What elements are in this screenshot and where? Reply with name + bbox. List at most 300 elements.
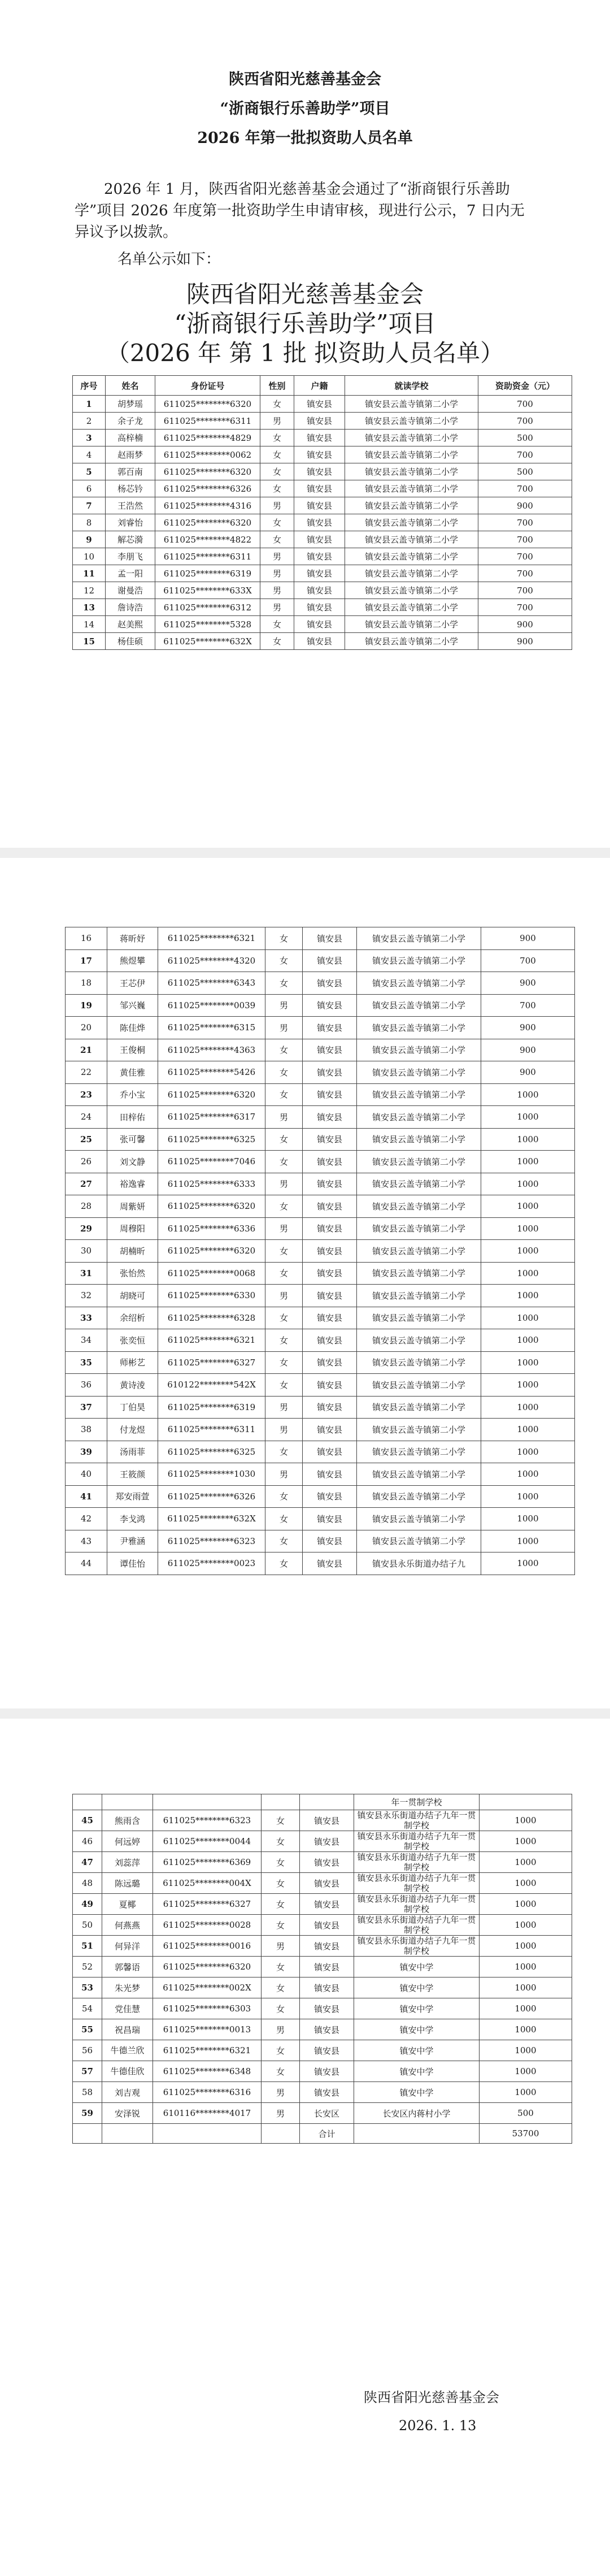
cell-residence: 镇安县: [294, 514, 345, 531]
cell-amount: 1000: [480, 1936, 572, 1957]
cell-index: 52: [73, 1957, 102, 1977]
cell-gender: 女: [265, 1307, 303, 1329]
cell-residence: 镇安县: [294, 413, 345, 430]
table-row: [66, 1552, 575, 1575]
cell-residence: 镇安县: [303, 1441, 357, 1463]
cell-amount: 700: [478, 446, 572, 463]
cell-gender: 男: [265, 1217, 303, 1240]
cell-school: 镇安县云盖寺镇第二小学: [345, 463, 478, 480]
cell-id-number: 611025********632X: [155, 633, 260, 650]
cell-amount: 1000: [481, 1307, 575, 1329]
table-row: [66, 1329, 575, 1352]
cell-gender: 女: [265, 1262, 303, 1285]
cell-name: 余子龙: [106, 413, 155, 430]
table-row: [66, 1262, 575, 1285]
cell-residence: 镇安县: [294, 616, 345, 633]
table-row: [66, 1508, 575, 1530]
cell-school: 镇安县永乐街道办结子九年一贯制学校: [354, 1936, 480, 1957]
cell-name: 熊雨含: [102, 1810, 153, 1831]
cell-school: 镇安县永乐街道办结子九年一贯制学校: [354, 1873, 480, 1894]
cell-gender: 女: [262, 1957, 300, 1977]
cell-id-number: 611025********6348: [153, 2061, 262, 2082]
cell-index: 19: [66, 994, 107, 1017]
cell-amount: 1000: [481, 1351, 575, 1374]
cell-residence: 镇安县: [303, 1083, 357, 1106]
cell-gender: 男: [265, 1017, 303, 1039]
cell-gender: 女: [262, 1894, 300, 1915]
cell-residence: 镇安县: [300, 2061, 354, 2082]
cell-school: 镇安县云盖寺镇第二小学: [345, 396, 478, 413]
cell-id-number: 610116********4017: [153, 2103, 262, 2124]
cell-id-number: 611025********6320: [153, 1957, 262, 1977]
cell-amount: 700: [478, 480, 572, 497]
cell-school: 镇安县云盖寺镇第二小学: [357, 1195, 481, 1218]
cell-index: 22: [66, 1061, 107, 1084]
cell-id-number: 611025********0013: [153, 2019, 262, 2040]
table-row: [66, 1128, 575, 1151]
cell-name: 谭佳怡: [107, 1552, 158, 1575]
cell-index: 42: [66, 1508, 107, 1530]
cell-gender: 女: [260, 480, 294, 497]
cell-index: 43: [66, 1530, 107, 1552]
cell-index: 34: [66, 1329, 107, 1352]
cell-gender: 女: [260, 446, 294, 463]
cell-name: 刘蕊萍: [102, 1852, 153, 1873]
cell-amount: 1000: [480, 1873, 572, 1894]
cell-amount: 700: [478, 514, 572, 531]
cell-amount: 1000: [481, 1419, 575, 1441]
cell-amount: 1000: [481, 1485, 575, 1508]
cell-name: 郭百南: [106, 463, 155, 480]
cell-school: 镇安县云盖寺镇第二小学: [357, 972, 481, 995]
cell-gender: 女: [262, 1852, 300, 1873]
cell-gender: 女: [265, 1240, 303, 1263]
cell-school: 镇安县永乐街道办结子九年一贯制学校: [354, 1852, 480, 1873]
cell-index: 46: [73, 1831, 102, 1852]
cell-gender: 男: [262, 2019, 300, 2040]
cell-residence: 镇安县: [303, 994, 357, 1017]
cell-residence: 镇安县: [300, 1957, 354, 1977]
cell-id-number: 611025********4829: [155, 430, 260, 446]
cell-name: 刘文静: [107, 1151, 158, 1173]
cell-name: 詹诗浩: [106, 599, 155, 616]
cell-index: 37: [66, 1396, 107, 1419]
cell-amount: 900: [481, 972, 575, 995]
cell-residence: 镇安县: [303, 1351, 357, 1374]
col-header-residence: 户籍: [294, 376, 345, 396]
table-row: [73, 1894, 572, 1915]
cell-amount: 500: [478, 430, 572, 446]
cell-residence: 镇安县: [303, 972, 357, 995]
cell-amount: 1000: [480, 2082, 572, 2103]
cell-school: 镇安县永乐街道办结子九: [357, 1552, 481, 1575]
cell-school: 镇安县云盖寺镇第二小学: [357, 1128, 481, 1151]
cell-gender: 女: [260, 430, 294, 446]
cell-index: 27: [66, 1173, 107, 1195]
table-row: [66, 1083, 575, 1106]
cell-gender: 女: [265, 1061, 303, 1084]
cell-amount: 1000: [481, 1217, 575, 1240]
cell-gender: 男: [265, 1285, 303, 1307]
cell-index: 2: [73, 413, 106, 430]
cell-school: 镇安县云盖寺镇第二小学: [357, 1307, 481, 1329]
cell-id-number: 611025********6327: [158, 1351, 265, 1374]
cell-index: 5: [73, 463, 106, 480]
cell-amount: 1000: [481, 1396, 575, 1419]
cell-index: 15: [73, 633, 106, 650]
table-row: [73, 1873, 572, 1894]
cell-name: 杨佳硕: [106, 633, 155, 650]
cell-name: 裕逸睿: [107, 1173, 158, 1195]
cell-gender: 女: [265, 1329, 303, 1352]
cell-gender: 女: [265, 1508, 303, 1530]
cell-name: 何异洋: [102, 1936, 153, 1957]
cell-id-number: 611025********6320: [158, 1083, 265, 1106]
cell-residence: 镇安县: [294, 446, 345, 463]
table-row: [66, 1485, 575, 1508]
cell-id-number: 611025********6320: [158, 1240, 265, 1263]
cell-residence: 镇安县: [303, 949, 357, 972]
table-row: [73, 497, 572, 514]
cell-id-number: 611025********6311: [155, 548, 260, 565]
table-row: [66, 949, 575, 972]
cell-residence: 镇安县: [303, 1128, 357, 1151]
cell-name: 郑安雨萱: [107, 1485, 158, 1508]
cell-gender: 女: [265, 949, 303, 972]
cell-index: 35: [66, 1351, 107, 1374]
cell-id-number: 611025********6320: [155, 396, 260, 413]
table-row: [73, 430, 572, 446]
cell-index: 45: [73, 1810, 102, 1831]
table-row: [73, 1915, 572, 1936]
cell-name: 王浩然: [106, 497, 155, 514]
cell-school: 镇安中学: [354, 1977, 480, 1998]
cell-amount: 700: [478, 565, 572, 582]
table-row: [66, 1396, 575, 1419]
cell-gender: 女: [265, 1083, 303, 1106]
cell-school: 镇安中学: [354, 1957, 480, 1977]
cell-amount: 1000: [480, 2040, 572, 2061]
cell-name: 牛德兰欣: [102, 2040, 153, 2061]
cell-residence: 镇安县: [303, 1262, 357, 1285]
cell-gender: 男: [265, 1463, 303, 1486]
table-row: [73, 2103, 572, 2124]
table-title-line3: （2026 年 第 1 批 拟资助人员名单）: [106, 339, 504, 367]
cell-school: 镇安县云盖寺镇第二小学: [357, 1151, 481, 1173]
cell-index: 44: [66, 1552, 107, 1575]
cell-index: 55: [73, 2019, 102, 2040]
cell-index: 57: [73, 2061, 102, 2082]
cell-residence: 镇安县: [303, 1173, 357, 1195]
cell-index: 54: [73, 1998, 102, 2019]
cell-index: 10: [73, 548, 106, 565]
cell-school: 镇安县云盖寺镇第二小学: [357, 994, 481, 1017]
cell-school: 镇安县云盖寺镇第二小学: [357, 1508, 481, 1530]
cell-index: 58: [73, 2082, 102, 2103]
cell-index: 36: [66, 1374, 107, 1397]
cell-amount: 1000: [481, 1195, 575, 1218]
footer-date: 2026. 1. 13: [399, 2418, 477, 2434]
cell-residence: 镇安县: [303, 1106, 357, 1129]
table-row: [73, 480, 572, 497]
cell-gender: 女: [260, 396, 294, 413]
cell-index: 40: [66, 1463, 107, 1486]
cell-gender: 女: [265, 1195, 303, 1218]
table-row: [66, 1151, 575, 1173]
table-row: [73, 1936, 572, 1957]
beneficiary-table-page3: [72, 1794, 572, 2144]
beneficiary-table-page1: [72, 375, 572, 650]
cell-school: 镇安县云盖寺镇第二小学: [345, 565, 478, 582]
cell-index: 47: [73, 1852, 102, 1873]
table-row: [73, 616, 572, 633]
table-row: [73, 1810, 572, 1831]
cell-name: 蒋昕妤: [107, 927, 158, 950]
cell-amount: 1000: [481, 1552, 575, 1575]
cell-name: 张怡然: [107, 1262, 158, 1285]
cell-id-number: 611025********0062: [155, 446, 260, 463]
cell-residence: 镇安县: [303, 1061, 357, 1084]
cell-index: 33: [66, 1307, 107, 1329]
cell-residence: 镇安县: [300, 1915, 354, 1936]
footer-org: 陕西省阳光慈善基金会: [364, 2389, 499, 2405]
cell-school: 镇安县云盖寺镇第二小学: [357, 1217, 481, 1240]
cell-amount: 1000: [481, 1530, 575, 1552]
total-row: [73, 2124, 572, 2144]
cell-amount: 1000: [480, 2019, 572, 2040]
page-divider: [0, 848, 610, 858]
cell-index: 38: [66, 1419, 107, 1441]
cell-residence: 镇安县: [300, 1831, 354, 1852]
cell-name: 刘吉观: [102, 2082, 153, 2103]
cell-name: 朱光梦: [102, 1977, 153, 1998]
cell-residence: 镇安县: [294, 480, 345, 497]
cell-amount: 1000: [481, 1128, 575, 1151]
cell-name: 胡梦瑶: [106, 396, 155, 413]
cell-name: 何燕燕: [102, 1915, 153, 1936]
cell-index: 48: [73, 1873, 102, 1894]
table-row: [73, 565, 572, 582]
cell-gender: 男: [265, 1106, 303, 1129]
cell-gender: 女: [262, 1810, 300, 1831]
cell-index: 4: [73, 446, 106, 463]
cell-residence: 镇安县: [300, 1852, 354, 1873]
cell-gender: 女: [260, 633, 294, 650]
cell-id-number: 611025********0068: [158, 1262, 265, 1285]
cell-index: 6: [73, 480, 106, 497]
cell-index: 13: [73, 599, 106, 616]
cell-school: 镇安县云盖寺镇第二小学: [345, 497, 478, 514]
cell-residence: 镇安县: [303, 1463, 357, 1486]
cell-index: 11: [73, 565, 106, 582]
cell-id-number: 611025********6319: [158, 1396, 265, 1419]
cell-name: 党佳慧: [102, 1998, 153, 2019]
cell-gender: 女: [260, 531, 294, 548]
cell-school: 镇安中学: [354, 2019, 480, 2040]
cell-gender: 男: [260, 582, 294, 599]
cell-gender: 女: [262, 1977, 300, 1998]
table-row: [66, 1061, 575, 1084]
cell-name: 黄诗淩: [107, 1374, 158, 1397]
cell-id-number: 611025********4316: [155, 497, 260, 514]
cell-amount: 1000: [481, 1285, 575, 1307]
cell-index: 29: [66, 1217, 107, 1240]
cell-school: 镇安县云盖寺镇第二小学: [357, 927, 481, 950]
cell-name: 汤雨菲: [107, 1441, 158, 1463]
cell-residence: 镇安县: [303, 1217, 357, 1240]
cell-amount: 1000: [481, 1441, 575, 1463]
cell-id-number: 611025********7046: [158, 1151, 265, 1173]
cell-gender: 女: [262, 1831, 300, 1852]
cell-index: 21: [66, 1039, 107, 1061]
cell-school: 镇安县云盖寺镇第二小学: [357, 1530, 481, 1552]
cell-index: 32: [66, 1285, 107, 1307]
cell-school: 镇安县云盖寺镇第二小学: [345, 582, 478, 599]
cell-name: 夏椰: [102, 1894, 153, 1915]
total-label: 合计: [300, 2124, 354, 2144]
cell-school: 镇安县云盖寺镇第二小学: [357, 1083, 481, 1106]
cell-school: 镇安县云盖寺镇第二小学: [357, 1285, 481, 1307]
table-row: [73, 2019, 572, 2040]
cell-residence: 镇安县: [303, 1508, 357, 1530]
cell-school: 镇安县云盖寺镇第二小学: [345, 446, 478, 463]
cell-index: 1: [73, 396, 106, 413]
cell-amount: 900: [481, 1017, 575, 1039]
cell-gender: 男: [260, 548, 294, 565]
cell-name: 李朋飞: [106, 548, 155, 565]
cell-name: 陈佳烨: [107, 1017, 158, 1039]
cell-index: 31: [66, 1262, 107, 1285]
cell-residence: 镇安县: [303, 1396, 357, 1419]
cell-amount: 1000: [480, 1977, 572, 1998]
cell-id-number: 611025********6319: [155, 565, 260, 582]
cell-name: 胡楠昕: [107, 1240, 158, 1263]
beneficiary-table-page2: [65, 927, 575, 1575]
cell-school: 镇安中学: [354, 2082, 480, 2103]
cell-residence: 镇安县: [300, 1873, 354, 1894]
cell-school: 镇安县云盖寺镇第二小学: [357, 1463, 481, 1486]
cell-index: 20: [66, 1017, 107, 1039]
cell-gender: 女: [265, 1128, 303, 1151]
table-row: [73, 548, 572, 565]
cell-amount: 1000: [480, 1998, 572, 2019]
cell-residence: 镇安县: [303, 1329, 357, 1352]
cell-gender: 女: [265, 927, 303, 950]
cell-school: 镇安县云盖寺镇第二小学: [357, 1374, 481, 1397]
cell-school: 镇安县云盖寺镇第二小学: [357, 1039, 481, 1061]
cell-school: 镇安县云盖寺镇第二小学: [357, 1017, 481, 1039]
cell-id-number: 611025********002X: [153, 1977, 262, 1998]
cell-amount: 1000: [481, 1083, 575, 1106]
cell-gender: 男: [260, 599, 294, 616]
cell-index: 23: [66, 1083, 107, 1106]
cell-school: 镇安县云盖寺镇第二小学: [345, 430, 478, 446]
cell-residence: 镇安县: [303, 1240, 357, 1263]
cell-id-number: 611025********6311: [155, 413, 260, 430]
cell-school: 镇安县云盖寺镇第二小学: [357, 1419, 481, 1441]
cell-id-number: 611025********4363: [158, 1039, 265, 1061]
cell-index: 3: [73, 430, 106, 446]
cell-id-number: 611025********6321: [153, 2040, 262, 2061]
cell-amount: 1000: [481, 1106, 575, 1129]
table-row: [73, 2082, 572, 2103]
cell-id-number: 611025********6312: [155, 599, 260, 616]
cell-id-number: 611025********6330: [158, 1285, 265, 1307]
cell-residence: 镇安县: [303, 1151, 357, 1173]
table-row: [73, 396, 572, 413]
table-row: [73, 463, 572, 480]
cell-school: 镇安县云盖寺镇第二小学: [357, 1061, 481, 1084]
col-header-index: 序号: [73, 376, 106, 396]
cell-name: 郭馨语: [102, 1957, 153, 1977]
cell-gender: 女: [265, 1374, 303, 1397]
cell-index: 12: [73, 582, 106, 599]
table-row: [73, 2040, 572, 2061]
cell-residence: 镇安县: [303, 1530, 357, 1552]
cell-school: 镇安县永乐街道办结子九年一贯制学校: [354, 1831, 480, 1852]
cell-school: 镇安县云盖寺镇第二小学: [357, 1106, 481, 1129]
cell-residence: 镇安县: [300, 1977, 354, 1998]
table-row: [73, 446, 572, 463]
cell-id-number: 611025********6311: [158, 1419, 265, 1441]
cell-residence: 镇安县: [303, 1195, 357, 1218]
cell-residence: 镇安县: [294, 582, 345, 599]
cell-school: 镇安县云盖寺镇第二小学: [357, 1396, 481, 1419]
cell-id-number: 611025********632X: [158, 1508, 265, 1530]
cell-id-number: 611025********0016: [153, 1936, 262, 1957]
cell-name: 赵雨梦: [106, 446, 155, 463]
cell-name: 黄佳雅: [107, 1061, 158, 1084]
cell-school: 镇安县永乐街道办结子九年一贯制学校: [354, 1915, 480, 1936]
cell-gender: 女: [260, 514, 294, 531]
cell-gender: 男: [265, 1419, 303, 1441]
cell-amount: 1000: [480, 1852, 572, 1873]
cell-name: 周穆阳: [107, 1217, 158, 1240]
cell-residence: 镇安县: [294, 633, 345, 650]
cell-id-number: 611025********6320: [155, 514, 260, 531]
table-header-row: [73, 376, 572, 396]
cell-id-number: 611025********6326: [155, 480, 260, 497]
cell-index: 24: [66, 1106, 107, 1129]
cell-name: 师彬艺: [107, 1351, 158, 1374]
cell-gender: 女: [265, 1441, 303, 1463]
cell-id-number: 611025********6327: [153, 1894, 262, 1915]
table-row: [66, 1039, 575, 1061]
cell-name: 安泽锐: [102, 2103, 153, 2124]
cell-amount: 1000: [480, 1831, 572, 1852]
cell-amount: 700: [478, 548, 572, 565]
cell-amount: 1000: [481, 1262, 575, 1285]
cell-name: 尹雅涵: [107, 1530, 158, 1552]
cell-index: 59: [73, 2103, 102, 2124]
cell-residence: 镇安县: [303, 1552, 357, 1575]
cell-name: 赵美熙: [106, 616, 155, 633]
cell-id-number: 611025********0044: [153, 1831, 262, 1852]
table-row: [66, 972, 575, 995]
table-row: [66, 1106, 575, 1129]
table-row: [73, 413, 572, 430]
cell-school: 镇安县云盖寺镇第二小学: [345, 413, 478, 430]
cell-residence: 镇安县: [300, 1998, 354, 2019]
intro-paragraph: 2026 年 1 月，陕西省阳光慈善基金会通过了“浙商银行乐善助学”项目 2026 年度第一批资助学生申请审核，现进行公示，7 日内无异议予以拨款。: [75, 181, 525, 241]
cell-id-number: 611025********6333: [158, 1173, 265, 1195]
table-row: [73, 1998, 572, 2019]
cell-amount: 700: [478, 582, 572, 599]
cell-index: 14: [73, 616, 106, 633]
cell-name: 丁伯昊: [107, 1396, 158, 1419]
doc-heading-line1: 陕西省阳光慈善基金会: [229, 71, 381, 88]
cell-amount: 900: [478, 497, 572, 514]
